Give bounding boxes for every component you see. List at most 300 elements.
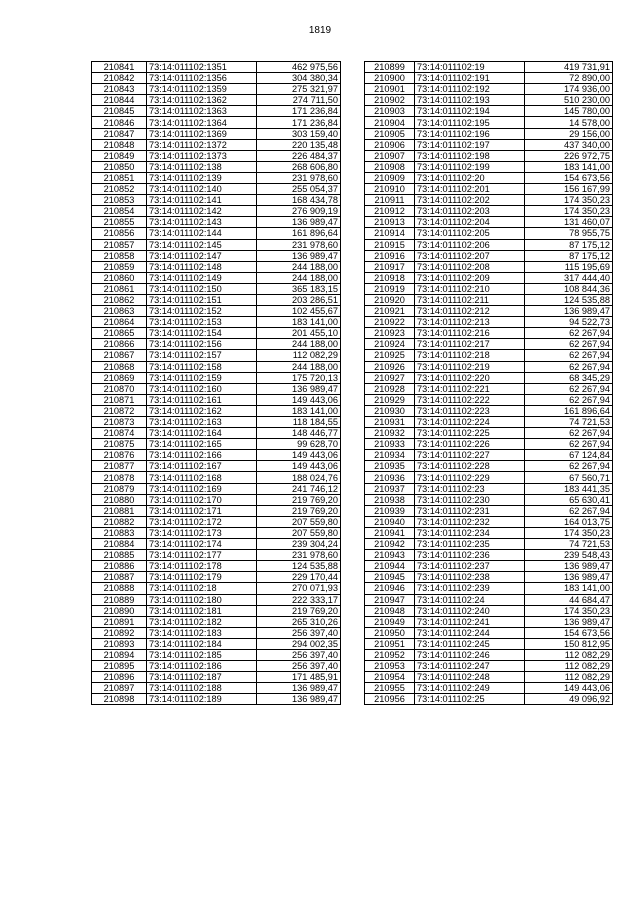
value-cell: 62 267,94	[525, 428, 613, 439]
record-number-cell: 210917	[365, 261, 415, 272]
table-row	[365, 417, 613, 428]
value-cell: 174 350,23	[525, 527, 613, 538]
table-row	[92, 73, 341, 84]
table-row	[365, 605, 613, 616]
cadastral-number-cell: 73:14:011102:183	[147, 627, 257, 638]
value-cell: 62 267,94	[525, 394, 613, 405]
record-number-cell: 210858	[92, 250, 147, 261]
cadastral-number-cell: 73:14:011102:235	[415, 539, 525, 550]
cadastral-number-cell: 73:14:011102:246	[415, 649, 525, 660]
value-cell: 44 684,47	[525, 594, 613, 605]
cadastral-number-cell: 73:14:011102:207	[415, 250, 525, 261]
table-row	[92, 95, 341, 106]
value-cell: 183 141,00	[257, 317, 341, 328]
value-cell: 87 175,12	[525, 239, 613, 250]
value-cell: 219 769,20	[257, 605, 341, 616]
table-row	[365, 527, 613, 538]
cadastral-number-cell: 73:14:011102:199	[415, 161, 525, 172]
table-row	[365, 661, 613, 672]
value-cell: 183 141,00	[525, 161, 613, 172]
value-cell: 136 989,47	[257, 383, 341, 394]
table-row	[92, 516, 341, 527]
record-number-cell: 210892	[92, 627, 147, 638]
value-cell: 149 443,06	[257, 394, 341, 405]
table-row	[92, 195, 341, 206]
value-cell: 244 188,00	[257, 272, 341, 283]
value-cell: 256 397,40	[257, 627, 341, 638]
record-number-cell: 210881	[92, 505, 147, 516]
cadastral-number-cell: 73:14:011102:223	[415, 405, 525, 416]
record-number-cell: 210920	[365, 294, 415, 305]
cadastral-number-cell: 73:14:011102:198	[415, 150, 525, 161]
table-row	[92, 206, 341, 217]
table-row	[365, 450, 613, 461]
record-number-cell: 210926	[365, 361, 415, 372]
record-number-cell: 210871	[92, 394, 147, 405]
record-number-cell: 210928	[365, 383, 415, 394]
value-cell: 510 230,00	[525, 95, 613, 106]
record-number-cell: 210901	[365, 84, 415, 95]
value-cell: 219 769,20	[257, 505, 341, 516]
table-row	[92, 505, 341, 516]
value-cell: 226 484,37	[257, 150, 341, 161]
value-cell: 112 082,29	[525, 661, 613, 672]
cadastral-number-cell: 73:14:011102:173	[147, 527, 257, 538]
value-cell: 219 769,20	[257, 494, 341, 505]
cadastral-number-cell: 73:14:011102:163	[147, 417, 257, 428]
table-row	[92, 672, 341, 683]
record-number-cell: 210846	[92, 117, 147, 128]
cadastral-number-cell: 73:14:011102:241	[415, 616, 525, 627]
table-row	[365, 150, 613, 161]
record-number-cell: 210889	[92, 594, 147, 605]
cadastral-number-cell: 73:14:011102:138	[147, 161, 257, 172]
value-cell: 148 446,77	[257, 428, 341, 439]
value-cell: 207 559,80	[257, 527, 341, 538]
table-row	[365, 272, 613, 283]
cadastral-number-cell: 73:14:011102:179	[147, 572, 257, 583]
value-cell: 244 188,00	[257, 339, 341, 350]
value-cell: 112 082,29	[257, 350, 341, 361]
record-number-cell: 210899	[365, 62, 415, 73]
table-row	[92, 184, 341, 195]
table-row	[92, 472, 341, 483]
table-row	[92, 527, 341, 538]
value-cell: 183 441,35	[525, 483, 613, 494]
table-row	[365, 572, 613, 583]
table-row	[92, 572, 341, 583]
table-row	[92, 161, 341, 172]
table-row	[365, 217, 613, 228]
record-number-cell: 210845	[92, 106, 147, 117]
table-row	[365, 161, 613, 172]
cadastral-number-cell: 73:14:011102:231	[415, 505, 525, 516]
cadastral-number-cell: 73:14:011102:181	[147, 605, 257, 616]
cadastral-number-cell: 73:14:011102:140	[147, 184, 257, 195]
value-cell: 65 630,41	[525, 494, 613, 505]
cadastral-number-cell: 73:14:011102:188	[147, 683, 257, 694]
value-cell: 118 184,55	[257, 417, 341, 428]
value-cell: 174 936,00	[525, 84, 613, 95]
cadastral-number-cell: 73:14:011102:205	[415, 228, 525, 239]
table-row	[92, 139, 341, 150]
value-cell: 124 535,88	[257, 561, 341, 572]
table-row	[365, 550, 613, 561]
record-number-cell: 210925	[365, 350, 415, 361]
table-row	[92, 106, 341, 117]
value-cell: 256 397,40	[257, 649, 341, 660]
table-row	[365, 405, 613, 416]
table-row	[92, 294, 341, 305]
cadastral-number-cell: 73:14:011102:141	[147, 195, 257, 206]
table-row	[365, 394, 613, 405]
table-row	[92, 605, 341, 616]
table-row	[92, 439, 341, 450]
cadastral-number-cell: 73:14:011102:1369	[147, 128, 257, 139]
record-number-cell: 210945	[365, 572, 415, 583]
record-number-cell: 210910	[365, 184, 415, 195]
table-row	[365, 638, 613, 649]
value-cell: 207 559,80	[257, 516, 341, 527]
value-cell: 275 321,97	[257, 84, 341, 95]
table-row	[365, 494, 613, 505]
cadastral-number-cell: 73:14:011102:145	[147, 239, 257, 250]
table-row	[92, 228, 341, 239]
value-cell: 62 267,94	[525, 383, 613, 394]
cadastral-number-cell: 73:14:011102:237	[415, 561, 525, 572]
cadastral-number-cell: 73:14:011102:194	[415, 106, 525, 117]
record-number-cell: 210952	[365, 649, 415, 660]
value-cell: 136 989,47	[257, 683, 341, 694]
value-cell: 124 535,88	[525, 294, 613, 305]
cadastral-number-cell: 73:14:011102:177	[147, 550, 257, 561]
value-cell: 154 673,56	[525, 627, 613, 638]
record-number-cell: 210883	[92, 527, 147, 538]
record-number-cell: 210852	[92, 184, 147, 195]
record-number-cell: 210916	[365, 250, 415, 261]
cadastral-number-cell: 73:14:011102:216	[415, 328, 525, 339]
record-number-cell: 210911	[365, 195, 415, 206]
record-number-cell: 210854	[92, 206, 147, 217]
value-cell: 149 443,06	[525, 683, 613, 694]
record-number-cell: 210851	[92, 172, 147, 183]
record-number-cell: 210950	[365, 627, 415, 638]
value-cell: 304 380,34	[257, 73, 341, 84]
table-row	[365, 195, 613, 206]
value-cell: 62 267,94	[525, 350, 613, 361]
record-number-cell: 210938	[365, 494, 415, 505]
record-number-cell: 210874	[92, 428, 147, 439]
cadastral-number-cell: 73:14:011102:226	[415, 439, 525, 450]
table-row	[365, 84, 613, 95]
record-number-cell: 210956	[365, 694, 415, 705]
record-number-cell: 210940	[365, 516, 415, 527]
cadastral-number-cell: 73:14:011102:248	[415, 672, 525, 683]
value-cell: 188 024,76	[257, 472, 341, 483]
value-cell: 203 286,51	[257, 294, 341, 305]
record-number-cell: 210864	[92, 317, 147, 328]
page-number: 1819	[308, 25, 332, 36]
table-row	[365, 106, 613, 117]
table-row	[92, 638, 341, 649]
table-row	[365, 294, 613, 305]
table-row	[365, 139, 613, 150]
record-number-cell: 210915	[365, 239, 415, 250]
table-row	[365, 339, 613, 350]
table-row	[365, 306, 613, 317]
value-cell: 72 890,00	[525, 73, 613, 84]
table-row	[365, 649, 613, 660]
table-row	[365, 672, 613, 683]
value-cell: 183 141,00	[257, 405, 341, 416]
table-row	[365, 62, 613, 73]
record-number-cell: 210872	[92, 405, 147, 416]
left-register-table	[91, 61, 341, 705]
table-row	[365, 372, 613, 383]
record-number-cell: 210887	[92, 572, 147, 583]
cadastral-number-cell: 73:14:011102:182	[147, 616, 257, 627]
cadastral-number-cell: 73:14:011102:244	[415, 627, 525, 638]
record-number-cell: 210921	[365, 306, 415, 317]
cadastral-number-cell: 73:14:011102:195	[415, 117, 525, 128]
cadastral-number-cell: 73:14:011102:154	[147, 328, 257, 339]
table-row	[92, 583, 341, 594]
record-number-cell: 210929	[365, 394, 415, 405]
table-row	[92, 483, 341, 494]
table-row	[365, 172, 613, 183]
record-number-cell: 210930	[365, 405, 415, 416]
value-cell: 136 989,47	[525, 561, 613, 572]
record-number-cell: 210894	[92, 649, 147, 660]
record-number-cell: 210896	[92, 672, 147, 683]
record-number-cell: 210922	[365, 317, 415, 328]
cadastral-number-cell: 73:14:011102:1359	[147, 84, 257, 95]
value-cell: 112 082,29	[525, 649, 613, 660]
cadastral-number-cell: 73:14:011102:178	[147, 561, 257, 572]
record-number-cell: 210865	[92, 328, 147, 339]
value-cell: 274 711,50	[257, 95, 341, 106]
value-cell: 62 267,94	[525, 505, 613, 516]
cadastral-number-cell: 73:14:011102:239	[415, 583, 525, 594]
table-row	[92, 494, 341, 505]
value-cell: 174 350,23	[525, 605, 613, 616]
value-cell: 231 978,60	[257, 172, 341, 183]
value-cell: 62 267,94	[525, 439, 613, 450]
cadastral-number-cell: 73:14:011102:1363	[147, 106, 257, 117]
cadastral-number-cell: 73:14:011102:218	[415, 350, 525, 361]
value-cell: 149 443,06	[257, 450, 341, 461]
value-cell: 201 455,10	[257, 328, 341, 339]
record-number-cell: 210869	[92, 372, 147, 383]
table-row	[365, 317, 613, 328]
record-number-cell: 210905	[365, 128, 415, 139]
record-number-cell: 210931	[365, 417, 415, 428]
cadastral-number-cell: 73:14:011102:227	[415, 450, 525, 461]
table-row	[92, 649, 341, 660]
record-number-cell: 210876	[92, 450, 147, 461]
value-cell: 62 267,94	[525, 328, 613, 339]
cadastral-number-cell: 73:14:011102:165	[147, 439, 257, 450]
record-number-cell: 210909	[365, 172, 415, 183]
table-row	[92, 150, 341, 161]
cadastral-number-cell: 73:14:011102:187	[147, 672, 257, 683]
cadastral-number-cell: 73:14:011102:240	[415, 605, 525, 616]
table-row	[92, 694, 341, 705]
value-cell: 74 721,53	[525, 539, 613, 550]
record-number-cell: 210850	[92, 161, 147, 172]
table-row	[92, 84, 341, 95]
record-number-cell: 210939	[365, 505, 415, 516]
value-cell: 136 989,47	[525, 616, 613, 627]
table-row	[365, 383, 613, 394]
cadastral-number-cell: 73:14:011102:156	[147, 339, 257, 350]
record-number-cell: 210937	[365, 483, 415, 494]
value-cell: 239 304,24	[257, 539, 341, 550]
value-cell: 67 124,84	[525, 450, 613, 461]
table-row	[92, 405, 341, 416]
record-number-cell: 210914	[365, 228, 415, 239]
value-cell: 244 188,00	[257, 361, 341, 372]
cadastral-number-cell: 73:14:011102:230	[415, 494, 525, 505]
cadastral-number-cell: 73:14:011102:193	[415, 95, 525, 106]
table-row	[365, 483, 613, 494]
cadastral-number-cell: 73:14:011102:166	[147, 450, 257, 461]
table-row	[92, 250, 341, 261]
record-number-cell: 210884	[92, 539, 147, 550]
cadastral-number-cell: 73:14:011102:220	[415, 372, 525, 383]
cadastral-number-cell: 73:14:011102:189	[147, 694, 257, 705]
record-number-cell: 210919	[365, 283, 415, 294]
value-cell: 156 167,99	[525, 184, 613, 195]
table-row	[92, 683, 341, 694]
record-number-cell: 210948	[365, 605, 415, 616]
cadastral-number-cell: 73:14:011102:206	[415, 239, 525, 250]
value-cell: 244 188,00	[257, 261, 341, 272]
cadastral-number-cell: 73:14:011102:20	[415, 172, 525, 183]
value-cell: 365 183,15	[257, 283, 341, 294]
record-number-cell: 210927	[365, 372, 415, 383]
record-number-cell: 210941	[365, 527, 415, 538]
table-row	[365, 73, 613, 84]
cadastral-number-cell: 73:14:011102:186	[147, 661, 257, 672]
table-row	[92, 361, 341, 372]
value-cell: 161 896,64	[257, 228, 341, 239]
table-row	[92, 461, 341, 472]
table-row	[365, 583, 613, 594]
record-number-cell: 210882	[92, 516, 147, 527]
cadastral-number-cell: 73:14:011102:139	[147, 172, 257, 183]
value-cell: 226 972,75	[525, 150, 613, 161]
table-row	[365, 616, 613, 627]
value-cell: 136 989,47	[257, 217, 341, 228]
cadastral-number-cell: 73:14:011102:144	[147, 228, 257, 239]
cadastral-number-cell: 73:14:011102:208	[415, 261, 525, 272]
cadastral-number-cell: 73:14:011102:238	[415, 572, 525, 583]
value-cell: 102 455,67	[257, 306, 341, 317]
record-number-cell: 210868	[92, 361, 147, 372]
cadastral-number-cell: 73:14:011102:169	[147, 483, 257, 494]
record-number-cell: 210856	[92, 228, 147, 239]
cadastral-number-cell: 73:14:011102:221	[415, 383, 525, 394]
value-cell: 131 460,07	[525, 217, 613, 228]
value-cell: 136 989,47	[257, 694, 341, 705]
record-number-cell: 210944	[365, 561, 415, 572]
record-number-cell: 210888	[92, 583, 147, 594]
table-row	[365, 516, 613, 527]
cadastral-number-cell: 73:14:011102:217	[415, 339, 525, 350]
value-cell: 419 731,91	[525, 62, 613, 73]
table-row	[365, 228, 613, 239]
cadastral-number-cell: 73:14:011102:158	[147, 361, 257, 372]
value-cell: 174 350,23	[525, 206, 613, 217]
cadastral-number-cell: 73:14:011102:142	[147, 206, 257, 217]
table-row	[92, 428, 341, 439]
table-row	[92, 550, 341, 561]
value-cell: 62 267,94	[525, 461, 613, 472]
cadastral-number-cell: 73:14:011102:180	[147, 594, 257, 605]
value-cell: 229 170,44	[257, 572, 341, 583]
table-row	[365, 206, 613, 217]
table-row	[365, 505, 613, 516]
record-number-cell: 210863	[92, 306, 147, 317]
cadastral-number-cell: 73:14:011102:225	[415, 428, 525, 439]
record-number-cell: 210848	[92, 139, 147, 150]
cadastral-number-cell: 73:14:011102:147	[147, 250, 257, 261]
value-cell: 239 548,43	[525, 550, 613, 561]
value-cell: 14 578,00	[525, 117, 613, 128]
table-row	[92, 627, 341, 638]
table-row	[365, 361, 613, 372]
cadastral-number-cell: 73:14:011102:143	[147, 217, 257, 228]
record-number-cell: 210875	[92, 439, 147, 450]
value-cell: 136 989,47	[257, 250, 341, 261]
record-number-cell: 210907	[365, 150, 415, 161]
record-number-cell: 210954	[365, 672, 415, 683]
value-cell: 265 310,26	[257, 616, 341, 627]
cadastral-number-cell: 73:14:011102:25	[415, 694, 525, 705]
record-number-cell: 210867	[92, 350, 147, 361]
record-number-cell: 210843	[92, 84, 147, 95]
value-cell: 68 345,29	[525, 372, 613, 383]
table-row	[92, 417, 341, 428]
cadastral-number-cell: 73:14:011102:149	[147, 272, 257, 283]
cadastral-number-cell: 73:14:011102:1362	[147, 95, 257, 106]
value-cell: 255 054,37	[257, 184, 341, 195]
table-row	[92, 239, 341, 250]
cadastral-number-cell: 73:14:011102:1372	[147, 139, 257, 150]
record-number-cell: 210877	[92, 461, 147, 472]
cadastral-number-cell: 73:14:011102:219	[415, 361, 525, 372]
value-cell: 164 013,75	[525, 516, 613, 527]
cadastral-number-cell: 73:14:011102:228	[415, 461, 525, 472]
cadastral-number-cell: 73:14:011102:24	[415, 594, 525, 605]
table-row	[92, 317, 341, 328]
table-row	[92, 128, 341, 139]
cadastral-number-cell: 73:14:011102:157	[147, 350, 257, 361]
record-number-cell: 210855	[92, 217, 147, 228]
record-number-cell: 210891	[92, 616, 147, 627]
record-number-cell: 210880	[92, 494, 147, 505]
record-number-cell: 210912	[365, 206, 415, 217]
value-cell: 145 780,00	[525, 106, 613, 117]
cadastral-number-cell: 73:14:011102:18	[147, 583, 257, 594]
cadastral-number-cell: 73:14:011102:160	[147, 383, 257, 394]
cadastral-number-cell: 73:14:011102:213	[415, 317, 525, 328]
record-number-cell: 210873	[92, 417, 147, 428]
value-cell: 303 159,40	[257, 128, 341, 139]
cadastral-number-cell: 73:14:011102:1356	[147, 73, 257, 84]
cadastral-number-cell: 73:14:011102:172	[147, 516, 257, 527]
